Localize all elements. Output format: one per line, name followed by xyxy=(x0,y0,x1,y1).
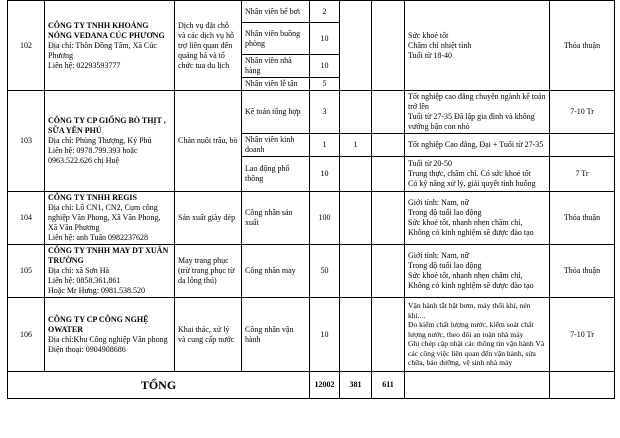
requirement-cell: Giới tính: Nam, nữ Trong độ tuổi lao động Sức khoẻ tốt, nhanh nhẹn chăm chỉ, Không có kinh nghiệm sẽ được đào tạo xyxy=(405,245,550,298)
field-cell: Khai thác, xử lý và cung cấp nước xyxy=(175,298,242,372)
table-row xyxy=(8,192,615,245)
job-title: Công nhân vận hành xyxy=(242,298,310,372)
field-cell: Chăn nuôi trâu, bò xyxy=(175,91,242,192)
empty-cell xyxy=(372,298,405,372)
requirement-cell: Tốt nghiệp cao đẳng chuyên ngành kế toán trở lên Tuổi từ 27-35 Đã lập gia đình và không vướng bận con nhỏ xyxy=(405,91,550,134)
job-qty: 10 xyxy=(310,55,340,78)
total-qty: 12002 xyxy=(310,372,340,399)
total-label: TỔNG xyxy=(8,372,310,399)
requirement-cell: Sức khoẻ tốt Chăm chỉ nhiệt tình Tuổi từ 18-40 xyxy=(405,1,550,91)
total-count-2: 611 xyxy=(372,372,405,399)
job-title: Kế toán tổng hợp xyxy=(242,91,310,134)
requirement-cell: Tuổi từ 20-50 Trung thực, chăm chỉ. Có sức khoẻ tốt Có kỹ năng xử lý, giải quyết tình huống xyxy=(405,157,550,192)
company-cell xyxy=(45,298,175,372)
job-qty: 100 xyxy=(310,192,340,245)
empty-cell xyxy=(340,245,372,298)
company-cell xyxy=(45,245,175,298)
company-address: Địa chỉ: Lô CN1, CN2, Cụm công nghiệp Văn Phong, Xã Văn Phong, Xã Văn Phương xyxy=(48,203,161,232)
requirement-cell: Vận hành tắt bật bơm, máy thổi khí, nén khí,... Đo kiểm chất lượng nước, kiểm soát chất lượng nước, theo dõi an toàn nhà máy Ghi chép cập nhật các thông tin vận hành Và các công việc liên quan đến vận hành, sửa chữa, bảo dưỡng, vệ sinh nhà máy xyxy=(405,298,550,372)
job-title: Nhân viên bể bơi xyxy=(242,1,310,23)
job-title: Nhân viên lễ tân xyxy=(242,78,310,91)
job-title: Lao động phổ thông xyxy=(242,157,310,192)
count-cell xyxy=(340,91,372,134)
stt-cell: 103 xyxy=(8,91,45,192)
company-name: CÔNG TY TNHH KHOÁNG NÓNG VEDANA CÚC PHƯƠNG xyxy=(48,20,165,40)
company-cell xyxy=(45,91,175,192)
table-row xyxy=(8,91,615,134)
salary-cell: 7-10 Tr xyxy=(550,298,615,372)
table-row xyxy=(8,298,615,372)
count-cell xyxy=(372,157,405,192)
company-contact-alt: Hoặc Mr Hưng: 0981.538.520 xyxy=(48,286,145,295)
table-row xyxy=(8,245,615,298)
company-cell xyxy=(45,192,175,245)
field-cell: Dịch vụ đặt chỗ và các dịch vụ hỗ trợ liên quan đến quảng bá và tổ chức tua du lịch xyxy=(175,1,242,91)
stt-cell: 106 xyxy=(8,298,45,372)
salary-cell: Thỏa thuận xyxy=(550,245,615,298)
empty-cell xyxy=(340,298,372,372)
requirement-cell: Giới tính: Nam, nữ Trong độ tuổi lao động Sức khoẻ tốt, nhanh nhẹn chăm chỉ, Không có kinh nghiệm sẽ được đào tạo xyxy=(405,192,550,245)
job-qty: 10 xyxy=(310,298,340,372)
company-address: Địa chỉ: xã Sơn Hà xyxy=(48,266,110,275)
empty-cell xyxy=(372,1,405,91)
company-cell xyxy=(45,1,175,91)
company-name: CÔNG TY TNHH REGIS xyxy=(48,193,137,202)
field-cell: Sản xuất giày dép xyxy=(175,192,242,245)
salary-cell: 7 Tr xyxy=(550,157,615,192)
company-address: Địa chỉ:Khu Công nghiệp Văn phong xyxy=(48,334,168,344)
job-qty: 50 xyxy=(310,245,340,298)
company-contact: Điện thoại: 0904908686 xyxy=(48,344,126,354)
job-title: Nhân viên nhà hàng xyxy=(242,55,310,78)
job-qty: 3 xyxy=(310,91,340,134)
empty-cell xyxy=(340,1,372,91)
company-name: CÔNG TY CP GIỐNG BÒ THỊT , SỮA YÊN PHÚ xyxy=(48,116,166,135)
count-cell xyxy=(372,91,405,134)
requirement-cell: Tốt nghiệp Cao đẳng, Đại + Tuổi từ 27-35 xyxy=(405,134,550,157)
stt-cell: 102 xyxy=(8,1,45,91)
job-qty: 1 xyxy=(310,134,340,157)
company-contact: Liên hệ: anh Tuấn 0982237628 xyxy=(48,233,148,242)
count-cell xyxy=(340,157,372,192)
total-count-1: 381 xyxy=(340,372,372,399)
field-cell: May trang phục (trừ trang phục từ da lông thú) xyxy=(175,245,242,298)
recruitment-table xyxy=(7,0,615,399)
stt-cell: 104 xyxy=(8,192,45,245)
empty-cell xyxy=(405,372,550,399)
empty-cell xyxy=(340,192,372,245)
company-contact: Liên hệ: 0858.361.861 xyxy=(48,276,121,285)
company-address: Địa chỉ: Thôn Đồng Tâm, Xã Cúc Phương xyxy=(48,40,157,60)
job-title: Nhân viên kinh doanh xyxy=(242,134,310,157)
company-contact: Liên hệ: 02293593777 xyxy=(48,60,121,70)
company-name: CÔNG TY TNHH MAY DT XUÂN TRƯỜNG xyxy=(48,246,169,265)
salary-cell xyxy=(550,134,615,157)
salary-cell: Thỏa thuận xyxy=(550,192,615,245)
empty-cell xyxy=(372,245,405,298)
empty-cell xyxy=(372,192,405,245)
total-row xyxy=(8,372,615,399)
job-title: Công nhân may xyxy=(242,245,310,298)
stt-cell: 105 xyxy=(8,245,45,298)
job-qty: 10 xyxy=(310,157,340,192)
count-cell xyxy=(372,134,405,157)
company-address: Địa chỉ: Phùng Thượng, Kỷ Phú xyxy=(48,136,152,145)
job-title: Công nhân sản xuất xyxy=(242,192,310,245)
salary-cell: Thỏa thuận xyxy=(550,1,615,91)
empty-cell xyxy=(550,372,615,399)
company-name: CÔNG TY CP CÔNG NGHỆ OWATER xyxy=(48,314,149,334)
job-qty: 2 xyxy=(310,1,340,23)
job-qty: 5 xyxy=(310,78,340,91)
count-cell: 1 xyxy=(340,134,372,157)
salary-cell: 7-10 Tr xyxy=(550,91,615,134)
job-qty: 10 xyxy=(310,23,340,55)
table-row xyxy=(8,1,615,23)
job-title: Nhân viên buồng phòng xyxy=(242,23,310,55)
company-contact: Liên hệ: 0978.799.393 hoặc 0963.522.626 chị Huệ xyxy=(48,146,138,165)
